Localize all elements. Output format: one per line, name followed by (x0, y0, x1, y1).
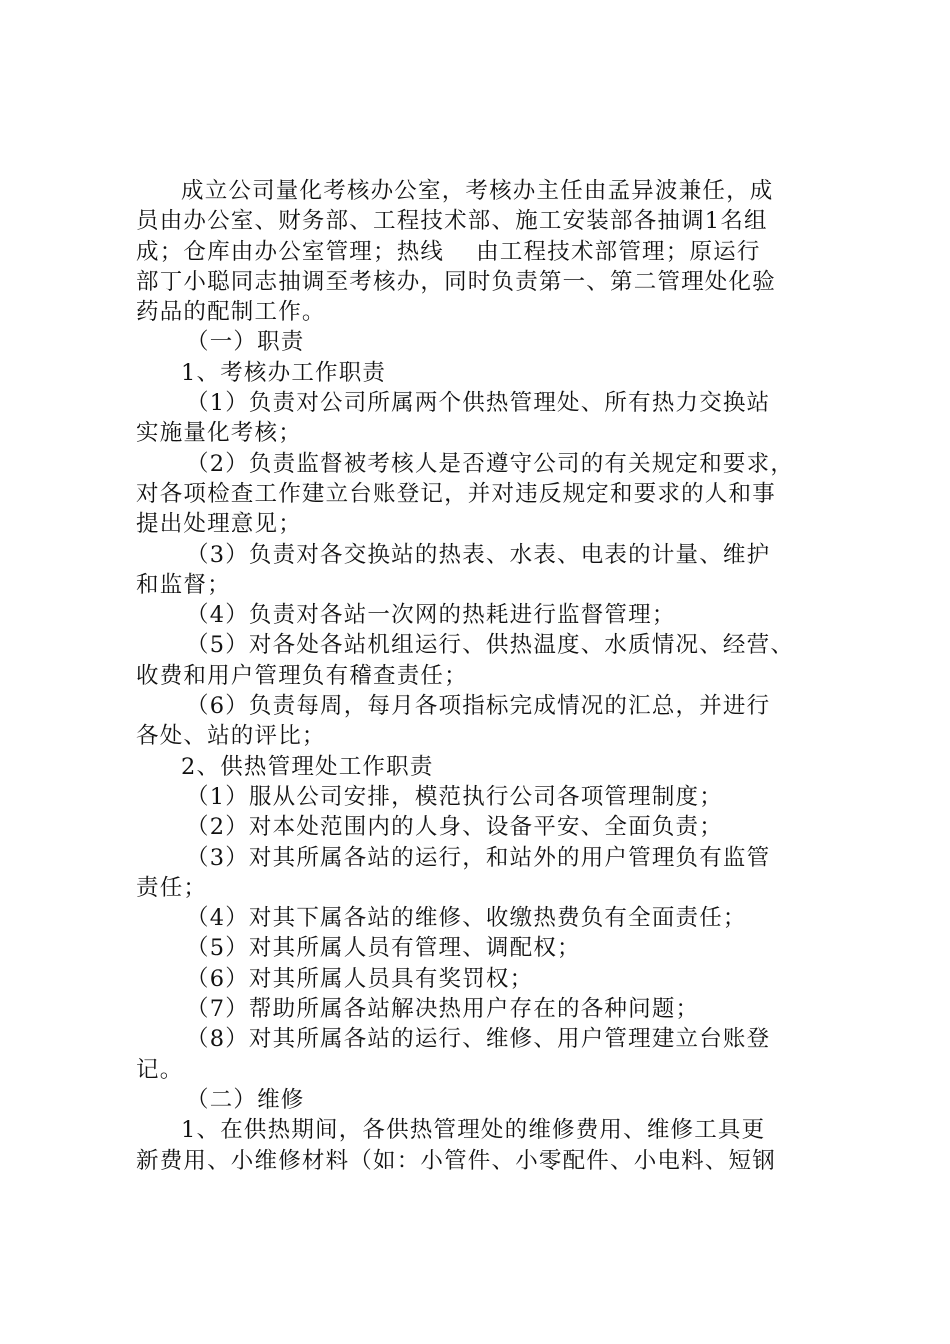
paragraph-line: 药品的配制工作。 (136, 299, 326, 326)
paragraph-line: 成；仓库由办公室管理；热线 由工程技术部管理；原运行 (136, 238, 761, 265)
list-item-line: （2）对本处范围内的人身、设备平安、全面负责； (186, 814, 723, 841)
paragraph-line: 新费用、小维修材料（如：小管件、小零配件、小电料、短钢 (136, 1147, 776, 1174)
paragraph-line: 员由办公室、财务部、工程技术部、施工安装部各抽调1名组 (136, 208, 768, 235)
section-heading: （一）职责 (186, 329, 305, 356)
list-item-line: （5）对各处各站机组运行、供热温度、水质情况、经营、 (186, 632, 795, 659)
list-item-line: （8）对其所属各站的运行、维修、用户管理建立台账登 (186, 1026, 771, 1053)
list-item-line: 收费和用户管理负有稽查责任； (136, 662, 468, 689)
subsection-heading: 1、考核办工作职责 (181, 359, 387, 386)
list-item-line: （6）对其所属人员具有奖罚权； (186, 965, 534, 992)
list-item-line: 实施量化考核； (136, 420, 302, 447)
list-item-line: （2）负责监督被考核人是否遵守公司的有关规定和要求， (186, 450, 795, 477)
section-heading: （二）维修 (186, 1086, 305, 1113)
list-item-line: 记。 (136, 1056, 184, 1083)
list-item-line: 和监督； (136, 571, 231, 598)
list-item-line: （3）负责对各交换站的热表、水表、电表的计量、维护 (186, 541, 771, 568)
list-item-line: 提出处理意见； (136, 511, 302, 538)
list-item-line: （4）负责对各站一次网的热耗进行监督管理； (186, 602, 676, 629)
list-item-line: 对各项检查工作建立台账登记，并对违反规定和要求的人和事 (136, 480, 776, 507)
list-item-line: （7）帮助所属各站解决热用户存在的各种问题； (186, 996, 700, 1023)
list-item-line: （6）负责每周，每月各项指标完成情况的汇总，并进行 (186, 693, 771, 720)
paragraph-line: 成立公司量化考核办公室，考核办主任由孟异波兼任，成 (181, 178, 774, 204)
list-item-line: （1）负责对公司所属两个供热管理处、所有热力交换站 (186, 390, 771, 417)
list-item-line: （3）对其所属各站的运行，和站外的用户管理负有监管 (186, 844, 771, 871)
list-item-line: 责任； (136, 874, 208, 901)
subsection-heading: 2、供热管理处工作职责 (181, 753, 434, 780)
list-item-line: （5）对其所属人员有管理、调配权； (186, 935, 581, 962)
paragraph-line: 部丁小聪同志抽调至考核办，同时负责第一、第二管理处化验 (136, 268, 776, 295)
document-body (136, 176, 826, 1176)
list-item-line: （4）对其下属各站的维修、收缴热费负有全面责任； (186, 905, 747, 932)
paragraph-line: 1、在供热期间，各供热管理处的维修费用、维修工具更 (181, 1117, 766, 1144)
list-item-line: （1）服从公司安排，模范执行公司各项管理制度； (186, 783, 723, 810)
list-item-line: 各处、站的评比； (136, 723, 326, 750)
